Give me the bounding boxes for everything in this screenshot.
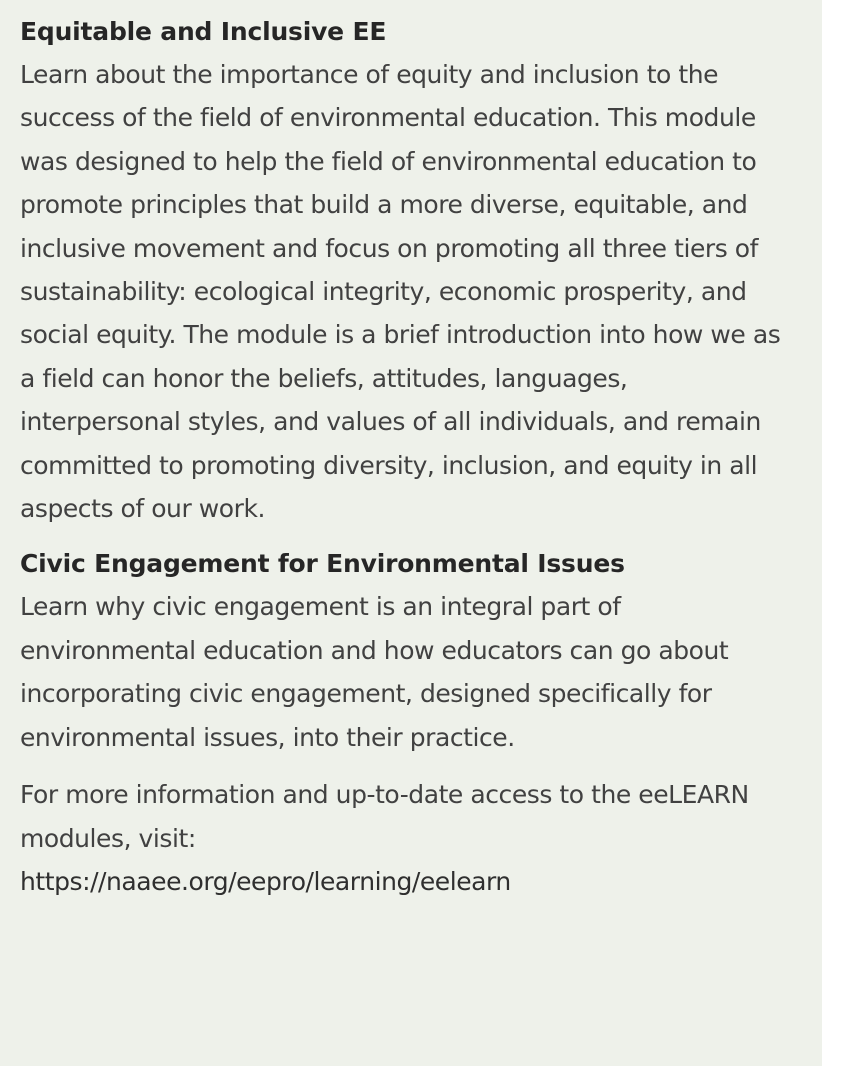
module-description: Learn about the importance of equity and inclusion to the success of the field of environmental education. This module was designed to help the field of environmental education to promote principles that build a more diverse, equitable, and inclusive movement and focus on promoting all three tiers of sustainability: ecological integrity, economic prosperity, and social equity. The module is a brief introduction into how we as a field can honor the beliefs, attitudes, languages, interpersonal styles, and values of all individuals, and remain committed to promoting diversity, inclusion, and equity in all aspects of our work.	[20, 60, 781, 524]
module-equitable-inclusive	[20, 10, 794, 530]
eelearn-link[interactable]: https://naaee.org/eepro/learning/eelearn	[20, 866, 511, 896]
more-info-footer	[20, 773, 794, 903]
more-info-text: For more information and up-to-date access to the eeLEARN modules, visit:	[20, 780, 749, 853]
module-civic-engagement	[20, 542, 794, 759]
module-title: Civic Engagement for Environmental Issues	[20, 549, 625, 579]
module-description: Learn why civic engagement is an integral part of environmental education and how educators can go about incorporating civic engagement, designed specifically for environmental issues, into their practice.	[20, 592, 729, 752]
module-title: Equitable and Inclusive EE	[20, 17, 387, 46]
